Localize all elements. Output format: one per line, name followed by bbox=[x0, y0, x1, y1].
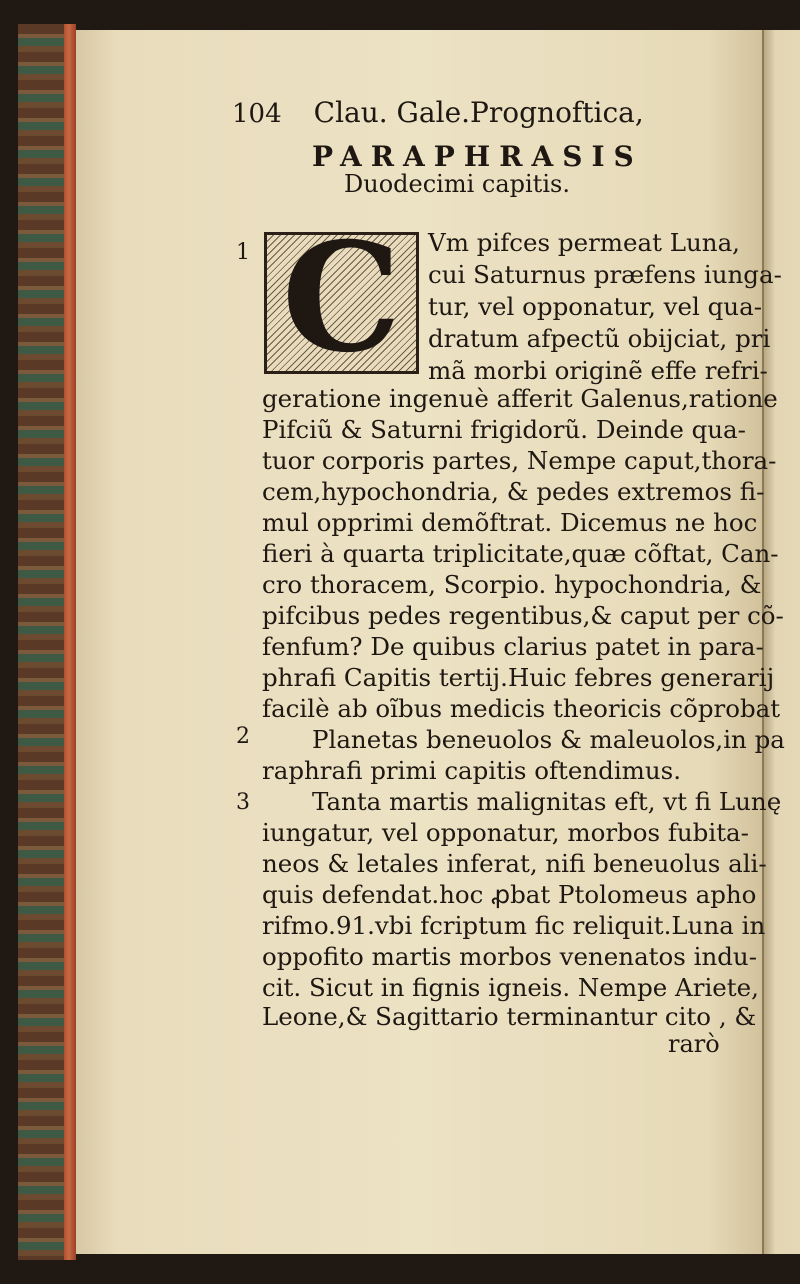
text-line: cit. Sicut in fignis igneis. Nempe Ariete, bbox=[262, 973, 759, 1002]
text-line: mã morbi originẽ effe refri- bbox=[428, 356, 768, 385]
text-line: cem,hypochondria, & pedes extremos fi- bbox=[262, 477, 765, 506]
text-line: facilè ab oĩbus medicis theoricis cõprobat bbox=[262, 694, 781, 723]
text-line: Vm pifces permeat Luna, bbox=[428, 228, 740, 257]
page-number: 104 bbox=[232, 99, 282, 129]
text-line: fieri à quarta triplicitate,quæ cõftat, Can- bbox=[262, 539, 779, 568]
text-line: tuor corporis partes, Nempe caput,thora- bbox=[262, 446, 777, 475]
margin-number-2: 2 bbox=[236, 724, 250, 749]
text-line: tur, vel opponatur, vel qua- bbox=[428, 292, 762, 321]
text-line: neos & letales inferat, nifi beneuolus ali- bbox=[262, 849, 767, 878]
text-line: mul opprimi demõftrat. Dicemus ne hoc bbox=[262, 508, 758, 537]
text-line: cro thoracem, Scorpio. hypochondria, & bbox=[262, 570, 762, 599]
binding-ornament bbox=[18, 24, 67, 1260]
text-line: pifcibus pedes regentibus,& caput per cõ- bbox=[262, 601, 784, 630]
text-line: cui Saturnus præfens iunga- bbox=[428, 260, 782, 289]
text-line: quis defendat.hoc ꝓbat Ptolomeus apho bbox=[262, 880, 757, 909]
text-line: raphrafi primi capitis oftendimus. bbox=[262, 756, 682, 785]
text-line: oppofito martis morbos venenatos indu- bbox=[262, 942, 757, 971]
decorated-initial bbox=[264, 232, 419, 374]
text-line: Leone,& Sagittario terminantur cito , & bbox=[262, 1002, 757, 1031]
text-line: phrafi Capitis tertij.Huic febres generarij bbox=[262, 663, 775, 692]
running-header bbox=[232, 96, 644, 129]
text-line: Tanta martis malignitas eft, vt fi Lunę bbox=[312, 787, 782, 816]
text-line: iungatur, vel opponatur, morbos fubita- bbox=[262, 818, 749, 847]
text-line: Planetas beneuolos & maleuolos,in pa bbox=[312, 725, 785, 754]
text-line: geratione ingenuè afferit Galenus,ratione bbox=[262, 384, 778, 413]
margin-number-1: 1 bbox=[236, 240, 250, 265]
section-title: PARAPHRASIS bbox=[312, 140, 643, 173]
text-line: dratum afpectũ obijciat, pri bbox=[428, 324, 771, 353]
running-title: Clau. Gale.Prognoftica, bbox=[313, 96, 644, 129]
margin-number-3: 3 bbox=[236, 790, 250, 815]
facing-page-edge bbox=[762, 30, 800, 1254]
section-subtitle: Duodecimi capitis. bbox=[344, 170, 570, 198]
text-line: fenfum? De quibus clarius patet in para- bbox=[262, 632, 764, 661]
catchword: rarò bbox=[668, 1030, 720, 1058]
initial-letter: C bbox=[281, 232, 402, 374]
text-line: rifmo.91.vbi fcriptum fic reliquit.Luna in bbox=[262, 911, 766, 940]
text-line: Pifciũ & Saturni frigidorũ. Deinde qua- bbox=[262, 415, 746, 444]
page-edge-red bbox=[64, 24, 76, 1260]
